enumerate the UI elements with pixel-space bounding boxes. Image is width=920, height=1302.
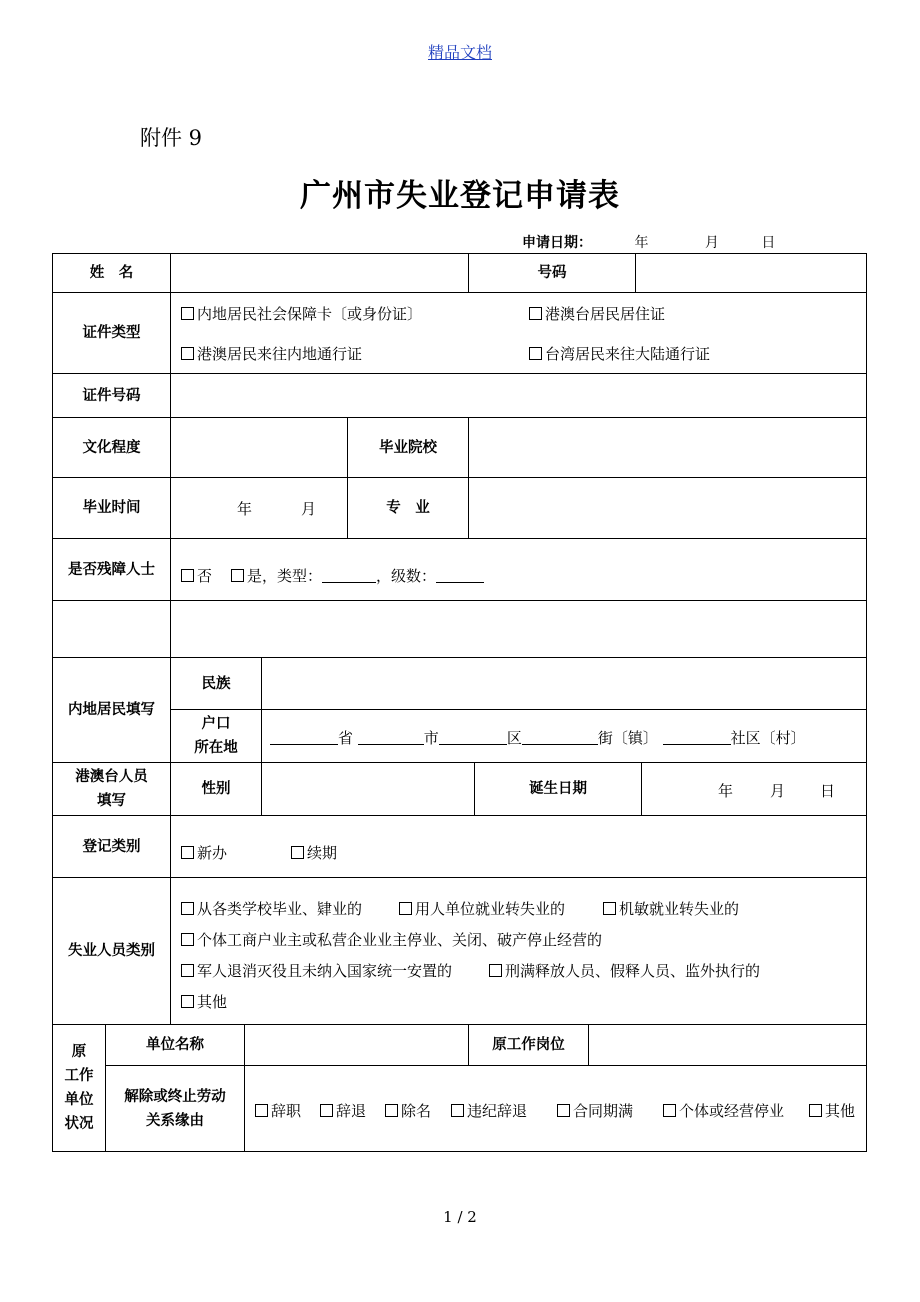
reg-option-new[interactable]: 新办 — [181, 842, 227, 863]
termination-cell — [244, 1065, 867, 1152]
ethnicity-label: 民族 — [170, 657, 262, 710]
application-form — [52, 253, 867, 1152]
id-type-option-3[interactable]: 港澳居民来往内地通行证 — [181, 343, 362, 364]
checkbox-icon — [557, 1104, 570, 1117]
apply-date-month: 月 — [704, 235, 719, 251]
checkbox-icon — [399, 902, 412, 915]
checkbox-icon — [529, 307, 542, 320]
unemp-option-3[interactable]: 机敏就业转失业的 — [603, 898, 739, 919]
birth-year: 年 — [718, 782, 734, 800]
disabled-yes-option[interactable]: 是，类型： ，级数： — [231, 565, 484, 586]
term-option-3[interactable]: 除名 — [385, 1100, 431, 1121]
checkbox-icon — [320, 1104, 333, 1117]
gender-label: 性别 — [170, 762, 262, 816]
reg-type-cell — [170, 815, 867, 878]
checkbox-icon — [603, 902, 616, 915]
blank-label-cell — [52, 600, 171, 658]
reg-type-label: 登记类别 — [52, 815, 171, 878]
page-title: 广州市失业登记申请表 — [300, 178, 620, 214]
major-label: 专 业 — [347, 477, 469, 539]
disabled-no-option[interactable]: 否 — [181, 565, 212, 586]
id-number-field[interactable] — [170, 373, 867, 418]
grad-time-label: 毕业时间 — [52, 477, 171, 539]
id-type-option-4[interactable]: 台湾居民来往大陆通行证 — [529, 343, 710, 364]
apply-date-day: 日 — [761, 235, 776, 251]
checkbox-icon — [663, 1104, 676, 1117]
apply-date — [522, 232, 775, 252]
hukou-field — [261, 709, 867, 763]
attachment-label: 附件 9 — [140, 126, 203, 150]
education-field[interactable] — [170, 417, 348, 478]
blank-value-cell[interactable] — [170, 600, 867, 658]
birth-field[interactable] — [641, 762, 867, 816]
disability-level-blank[interactable] — [436, 568, 484, 583]
id-type-option-1[interactable]: 内地居民社会保障卡〔或身份证〕 — [181, 303, 422, 324]
checkbox-icon — [489, 964, 502, 977]
number-field[interactable] — [635, 253, 867, 293]
name-label: 姓 名 — [52, 253, 171, 293]
birth-month: 月 — [770, 782, 786, 800]
education-label: 文化程度 — [52, 417, 171, 478]
unemp-type-cell — [170, 877, 867, 1025]
major-field[interactable] — [468, 477, 867, 539]
unemp-option-1[interactable]: 从各类学校毕业、肄业的 — [181, 898, 362, 919]
unit-name-field[interactable] — [244, 1024, 469, 1066]
checkbox-icon — [255, 1104, 268, 1117]
unit-name-label: 单位名称 — [105, 1024, 245, 1066]
mainland-label: 内地居民填写 — [52, 657, 171, 763]
gender-field[interactable] — [261, 762, 475, 816]
id-type-option-2[interactable]: 港澳台居民居住证 — [529, 303, 665, 324]
term-option-6[interactable]: 个体或经营停业 — [663, 1100, 784, 1121]
name-field[interactable] — [170, 253, 469, 293]
birth-day: 日 — [820, 782, 836, 800]
unemp-option-6[interactable]: 刑满释放人员、假释人员、监外执行的 — [489, 960, 760, 981]
id-type-label: 证件类型 — [52, 292, 171, 374]
ethnicity-field[interactable] — [261, 657, 867, 710]
birth-label: 诞生日期 — [474, 762, 642, 816]
id-number-label: 证件号码 — [52, 373, 171, 418]
term-option-7[interactable]: 其他 — [809, 1100, 855, 1121]
checkbox-icon — [809, 1104, 822, 1117]
checkbox-icon — [181, 964, 194, 977]
school-label: 毕业院校 — [347, 417, 469, 478]
checkbox-icon — [181, 902, 194, 915]
apply-date-label: 申请日期： — [522, 235, 592, 251]
grad-time-field[interactable] — [170, 477, 348, 539]
termination-label: 解除或终止劳动 关系缘由 — [105, 1065, 245, 1152]
checkbox-icon — [181, 846, 194, 859]
grad-month: 月 — [301, 500, 317, 518]
checkbox-icon — [181, 307, 194, 320]
checkbox-icon — [291, 846, 304, 859]
apply-date-year: 年 — [634, 235, 649, 251]
unemp-option-5[interactable]: 军人退消灭役且未纳入国家统一安置的 — [181, 960, 452, 981]
term-option-2[interactable]: 辞退 — [320, 1100, 366, 1121]
number-label: 号码 — [468, 253, 636, 293]
checkbox-icon — [529, 347, 542, 360]
disability-type-blank[interactable] — [322, 568, 376, 583]
hukou-label: 户口 所在地 — [170, 709, 262, 763]
id-type-cell — [170, 292, 867, 374]
unemp-type-label: 失业人员类别 — [52, 877, 171, 1025]
hukou-address[interactable]: 省 市 区 街〔镇〕 社区〔村〕 — [270, 727, 806, 748]
disabled-label: 是否残障人士 — [52, 538, 171, 601]
checkbox-icon — [181, 347, 194, 360]
term-option-4[interactable]: 违纪辞退 — [451, 1100, 527, 1121]
unemp-option-7[interactable]: 其他 — [181, 991, 227, 1012]
checkbox-icon — [181, 569, 194, 582]
term-option-1[interactable]: 辞职 — [255, 1100, 301, 1121]
page-number: 1 / 2 — [443, 1208, 477, 1226]
prev-post-field[interactable] — [588, 1024, 867, 1066]
school-field[interactable] — [468, 417, 867, 478]
term-option-5[interactable]: 合同期满 — [557, 1100, 633, 1121]
prev-unit-label: 原 工作 单位 状况 — [52, 1024, 106, 1152]
header-link[interactable]: 精品文档 — [427, 43, 492, 62]
hkmt-label: 港澳台人员 填写 — [52, 762, 171, 816]
checkbox-icon — [231, 569, 244, 582]
grad-year: 年 — [237, 500, 253, 518]
checkbox-icon — [385, 1104, 398, 1117]
disabled-cell — [170, 538, 867, 601]
checkbox-icon — [451, 1104, 464, 1117]
checkbox-icon — [181, 995, 194, 1008]
unemp-option-2[interactable]: 用人单位就业转失业的 — [399, 898, 565, 919]
prev-post-label: 原工作岗位 — [468, 1024, 589, 1066]
reg-option-renew[interactable]: 续期 — [291, 842, 337, 863]
unemp-option-4[interactable]: 个体工商户业主或私营企业业主停业、关闭、破产停止经营的 — [181, 929, 602, 950]
checkbox-icon — [181, 933, 194, 946]
